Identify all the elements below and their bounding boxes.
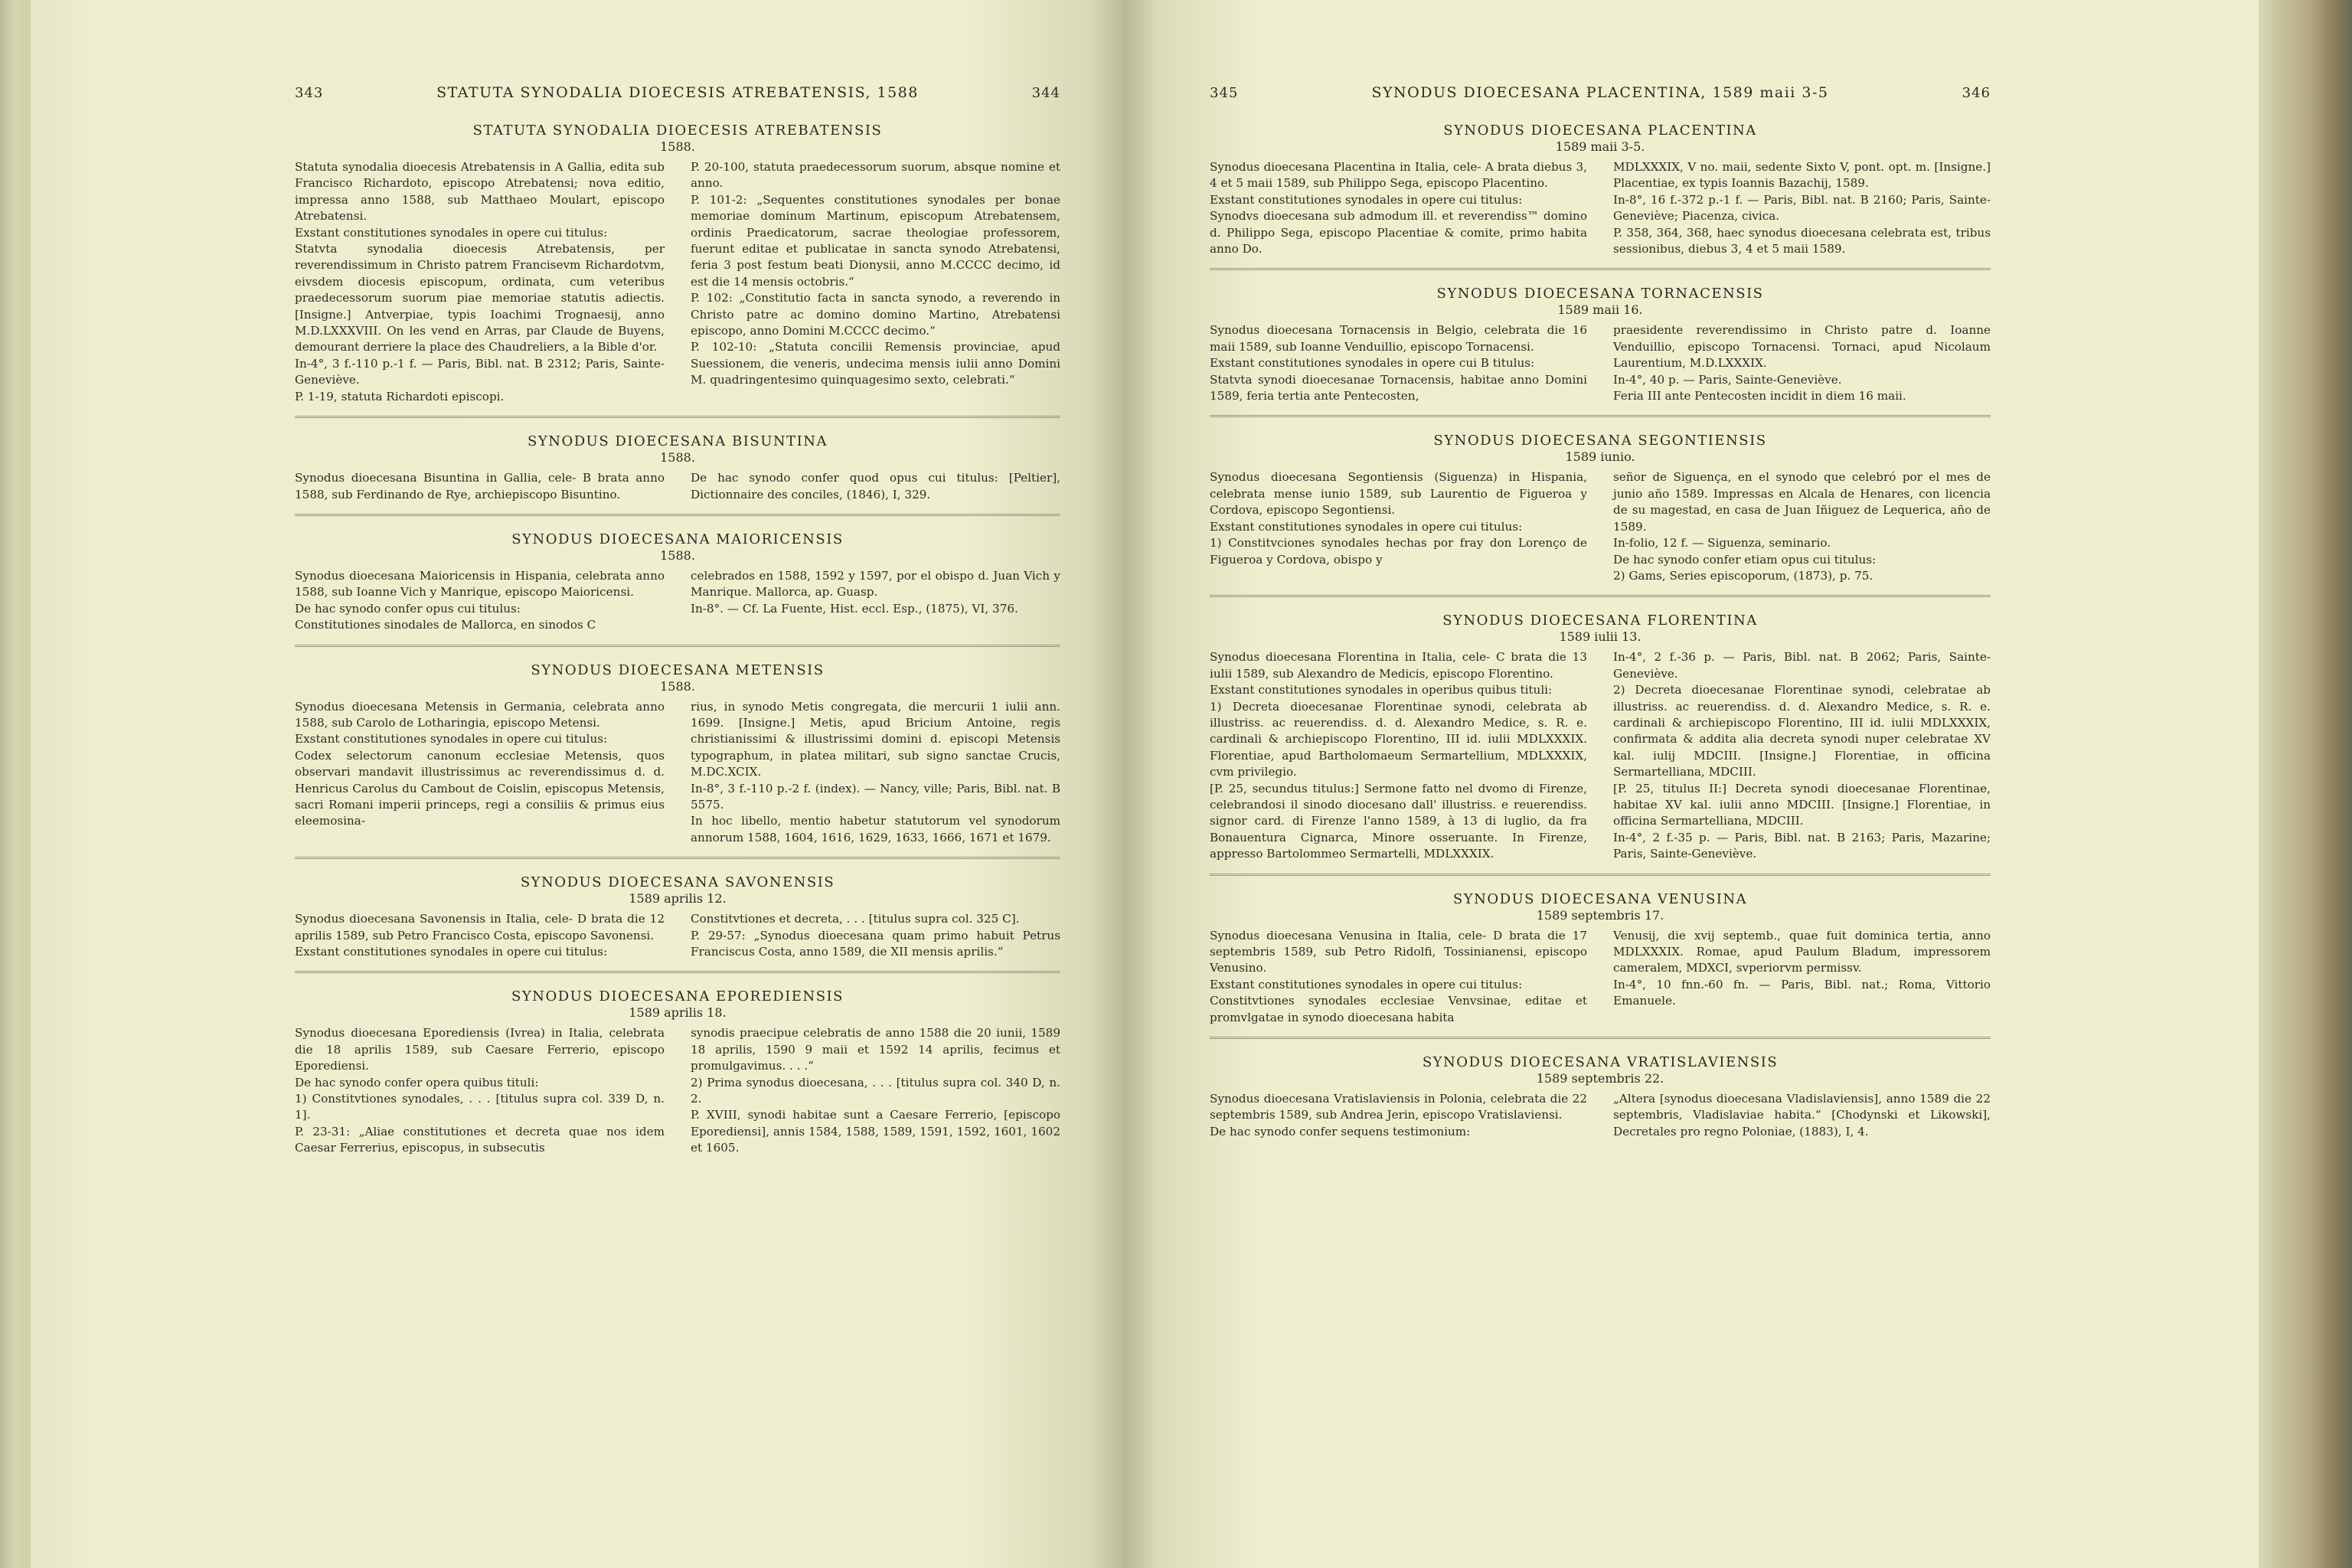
entry-section xyxy=(295,433,1060,503)
paragraph: De hac synodo confer quod opus cui titulus: [Peltier], Dictionnaire des conciles, (1846), I, 329. xyxy=(691,471,1060,501)
entry-section xyxy=(1210,433,1991,584)
section-divider xyxy=(295,857,1060,859)
paragraph: P. 20-100, statuta praedecessorum suorum, absque nomine et anno. xyxy=(691,160,1060,191)
section-date: 1589 aprilis 12. xyxy=(629,891,727,906)
paragraph: De hac synodo confer opus cui titulus: xyxy=(295,601,521,616)
paragraph: In-4°, 40 p. — Paris, Sainte-Geneviève. xyxy=(1613,372,1842,387)
running-header xyxy=(295,84,1060,101)
section-divider xyxy=(1210,415,1991,417)
paragraph: In-folio, 12 f. — Siguenza, seminario. xyxy=(1613,536,1831,550)
section-divider xyxy=(1210,268,1991,270)
entry-section xyxy=(1210,1054,1991,1140)
paragraph: In-4°, 2 f.-36 p. — Paris, Bibl. nat. B 2062; Paris, Sainte-Geneviève. xyxy=(1613,650,1991,681)
paragraph: In-8°, 3 f.-110 p.-2 f. (index). — Nancy, ville; Paris, Bibl. nat. B 5575. xyxy=(691,781,1060,812)
paragraph: [P. 25, secundus titulus:] Sermone fatto nel dvomo di Firenze, celebrandosi il sinodo diocesano dall' illustriss. e reuerendiss. signor card. di Firenze l'anno 1589, à 13 di luglio, da fra Bonauentura Cignarca, Minore osseruante. In Firenze, appresso Bartolommeo Sermartelli, MDLXXXIX. xyxy=(1210,781,1587,861)
section-divider xyxy=(1210,1037,1991,1039)
section-title: SYNODUS DIOECESANA TORNACENSIS xyxy=(1436,286,1764,302)
paragraph: Synodus dioecesana Bisuntina in Gallia, cele- B brata anno 1588, sub Ferdinando de Rye, archiepiscopo Bisuntino. xyxy=(295,471,665,501)
paragraph: P. 102: „Constitutio facta in sancta synodo, a reverendo in Christo patre ac domino domino Martino, Atrebatensi episcopo, anno Domini M.CCCC decimo.“ xyxy=(691,291,1060,338)
entry-section xyxy=(295,531,1060,634)
paragraph: De hac synodo confer opera quibus tituli: xyxy=(295,1075,539,1089)
paragraph: [P. 25, titulus II:] Decreta synodi dioecesanae Florentinae, habitae XV kal. iulii anno MDCIII. [Insigne.] Florentiae, in officina Sermartelliana, MDCIII. xyxy=(1613,781,1991,828)
paragraph: P. XVIII, synodi habitae sunt a Caesare Ferrerio, [episcopo Eporediensi], annis 1584, 1588, 1589, 1591, 1592, 1601, 1602 et 1605. xyxy=(691,1108,1060,1155)
paragraph: celebrados en 1588, 1592 y 1597, por el obispo d. Juan Vich y Manrique. Mallorca, ap. Guasp. xyxy=(691,568,1060,599)
paragraph: Synodvs dioecesana sub admodum ill. et reverendiss™ domino d. Philippo Sega, episcopo Placentiae & comite, primo habita anno Do. xyxy=(1210,209,1587,256)
section-date: 1589 septembris 17. xyxy=(1536,907,1664,923)
entry-section xyxy=(295,122,1060,405)
section-title: SYNODUS DIOECESANA SAVONENSIS xyxy=(520,874,835,891)
page-number: 343 xyxy=(295,85,324,101)
paragraph: Statvta synodi dioecesanae Tornacensis, habitae anno Domini 1589, feria tertia ante Pentecosten, xyxy=(1210,372,1587,403)
paragraph: Feria III ante Pentecosten incidit in diem 16 maii. xyxy=(1613,389,1906,403)
section-title: SYNODUS DIOECESANA SEGONTIENSIS xyxy=(1433,433,1767,449)
column-right xyxy=(691,1025,1060,1156)
column-right xyxy=(1613,928,1991,1026)
paragraph: 1) Constitvtiones synodales, . . . [titulus supra col. 339 D, n. 1]. xyxy=(295,1092,665,1122)
column-left xyxy=(295,1025,665,1156)
section-date: 1589 maii 3-5. xyxy=(1555,139,1645,154)
running-title: STATUTA SYNODALIA DIOECESIS ATREBATENSIS, 1588 xyxy=(436,84,919,101)
paragraph: Synodus dioecesana Savonensis in Italia, cele- D brata die 12 aprilis 1589, sub Petro Francisco Costa, episcopo Savonensi. xyxy=(295,912,665,942)
paragraph: Exstant constitutiones synodales in opere cui titulus: xyxy=(295,945,608,959)
section-date: 1588. xyxy=(660,139,695,154)
column-left xyxy=(295,470,665,503)
paragraph: Exstant constitutiones synodales in opere cui titulus: xyxy=(1210,519,1523,534)
paragraph: In hoc libello, mentio habetur statutorum vel synodorum annorum 1588, 1604, 1616, 1629, 1633, 1666, 1671 et 1679. xyxy=(691,814,1060,844)
paragraph: P. 101-2: „Sequentes constitutiones synodales per bonae memoriae dominum Martinum, episcopum Atrebatensem, ordinis Praedicatorum, sacrae theologiae professorem, fuerunt editae et publicatae in sancta synodo Atrebatensi, feria 3 post festum beati Dionysii, anno M.CCCC decimo, id est die 14 mensis octobris.“ xyxy=(691,192,1060,289)
section-divider xyxy=(295,416,1060,418)
column-right xyxy=(691,699,1060,847)
paragraph: Synodus dioecesana Eporediensis (Ivrea) in Italia, celebrata die 18 aprilis 1589, sub Caesare Ferrerio, episcopo Eporediensi. xyxy=(295,1026,665,1073)
section-title: SYNODUS DIOECESANA VRATISLAVIENSIS xyxy=(1422,1054,1779,1071)
left-page xyxy=(31,0,1125,1568)
paragraph: 1) Decreta dioecesanae Florentinae synodi, celebrata ab illustriss. ac reuerendiss. d. d. Alexandro Medice, s. R. e. cardinali & archiepiscopo Florentino, III id. iulii MDLXXXIX. Florentiae, apud Bartholomaeum Sermartellium, MDLXXXIX, cvm privilegio. xyxy=(1210,699,1587,779)
entry-section xyxy=(295,988,1060,1156)
column-left xyxy=(295,568,665,634)
section-date: 1589 maii 16. xyxy=(1557,302,1643,318)
paragraph: De hac synodo confer etiam opus cui titulus: xyxy=(1613,552,1877,567)
paragraph: P. 23-31: „Aliae constitutiones et decreta quae nos idem Caesar Ferrerius, episcopus, in subsecutis xyxy=(295,1124,665,1155)
paragraph: praesidente reverendissimo in Christo patre d. Ioanne Venduillio, episcopo Tornacensi. Tornaci, apud Nicolaum Laurentium, M.D.LXXXIX. xyxy=(1613,323,1991,371)
paragraph: Exstant constitutiones synodales in opere cui B titulus: xyxy=(1210,356,1535,371)
section-title: SYNODUS DIOECESANA METENSIS xyxy=(531,662,825,678)
paragraph: Constitvtiones synodales ecclesiae Venvsinae, editae et promvlgatae in synodo dioecesana habita xyxy=(1210,994,1587,1024)
column-right xyxy=(691,568,1060,634)
column-right xyxy=(1613,1091,1991,1140)
paragraph: In-8°. — Cf. La Fuente, Hist. eccl. Esp., (1875), VI, 376. xyxy=(691,601,1018,616)
page-number: 345 xyxy=(1210,85,1239,101)
section-title: SYNODUS DIOECESANA VENUSINA xyxy=(1452,890,1748,907)
section-title: SYNODUS DIOECESANA MAIORICENSIS xyxy=(511,531,844,547)
paragraph: Synodus dioecesana Segontiensis (Siguenza) in Hispania, celebrata mense iunio 1589, sub Laurentio de Figueroa y Cordova, episcopo Segontiensi. xyxy=(1210,470,1587,518)
paragraph: rius, in synodo Metis congregata, die mercurii 1 iulii ann. 1699. [Insigne.] Metis, apud Bricium Antoine, regis christianissimi & illustrissimi domini d. episcopi Metensis typographum, in platea militari, sub signo sanctae Crucis, M.DC.XCIX. xyxy=(691,699,1060,779)
paragraph: Exstant constitutiones synodales in opere cui titulus: xyxy=(1210,192,1523,207)
paragraph: 2) Decreta dioecesanae Florentinae synodi, celebratae ab illustriss. ac reuerendiss. d. d. Alexandro Medice, s. R. e. cardinali & archiepiscopo Florentino, III id. iulii MDLXXXIX, confirmata & addita alia decreta synodi nuper celebratae XV kal. iulij MDCIII. [Insigne.] Florentiae, in officina Sermartelliana, MDCIII. xyxy=(1613,683,1991,779)
section-date: 1588. xyxy=(660,678,695,694)
paragraph: Synodus dioecesana Placentina in Italia, cele- A brata diebus 3, 4 et 5 maii 1589, sub Philippo Sega, episcopo Placentino. xyxy=(1210,160,1587,191)
section-date: 1589 iunio. xyxy=(1565,449,1635,465)
paragraph: MDLXXXIX, V no. maii, sedente Sixto V, pont. opt. m. [Insigne.] Placentiae, ex typis Ioannis Bazachij, 1589. xyxy=(1613,160,1991,191)
paragraph: De hac synodo confer sequens testimonium: xyxy=(1210,1124,1471,1138)
page-number: 346 xyxy=(1962,85,1991,101)
paragraph: Exstant constitutiones synodales in opere cui titulus: xyxy=(295,225,608,240)
section-date: 1588. xyxy=(660,547,695,563)
column-right xyxy=(1613,469,1991,584)
right-page-edge xyxy=(2259,0,2352,1568)
section-date: 1588. xyxy=(660,450,695,466)
paragraph: Synodus dioecesana Tornacensis in Belgio, celebrata die 16 maii 1589, sub Ioanne Venduillio, episcopo Tornacensi. xyxy=(1210,323,1587,354)
column-right xyxy=(691,470,1060,503)
section-title: SYNODUS DIOECESANA PLACENTINA xyxy=(1443,122,1757,139)
section-divider xyxy=(295,645,1060,647)
paragraph: Exstant constitutiones synodales in opere cui titulus: xyxy=(1210,977,1523,991)
paragraph: Synodus dioecesana Metensis in Germania, celebrata anno 1588, sub Carolo de Lotharingia, episcopo Metensi. xyxy=(295,699,665,730)
running-title: SYNODUS DIOECESANA PLACENTINA, 1589 maii 3-5 xyxy=(1371,84,1829,101)
paragraph: P. 1-19, statuta Richardoti episcopi. xyxy=(295,389,505,403)
page-number: 344 xyxy=(1031,85,1060,101)
entry-section xyxy=(1210,122,1991,257)
column-right xyxy=(691,159,1060,405)
section-date: 1589 septembris 22. xyxy=(1536,1071,1664,1086)
paragraph: P. 29-57: „Synodus dioecesana quam primo habuit Petrus Franciscus Costa, anno 1589, die XII mensis aprilis.“ xyxy=(691,928,1060,959)
entry-section xyxy=(295,874,1060,960)
section-title: SYNODUS DIOECESANA FLORENTINA xyxy=(1442,612,1758,629)
paragraph: P. 358, 364, 368, haec synodus dioecesana celebrata est, tribus sessionibus, diebus 3, 4 et 5 maii 1589. xyxy=(1613,225,1991,256)
column-left xyxy=(1210,322,1587,404)
paragraph: Synodus dioecesana Vratislaviensis in Polonia, celebrata die 22 septembris 1589, sub Andrea Jerin, episcopo Vratislaviensi. xyxy=(1210,1092,1587,1122)
column-left xyxy=(1210,928,1587,1026)
section-divider xyxy=(295,971,1060,973)
section-date: 1589 aprilis 18. xyxy=(629,1005,727,1021)
section-title: SYNODUS DIOECESANA EPOREDIENSIS xyxy=(511,988,844,1005)
entry-section xyxy=(295,662,1060,847)
section-divider xyxy=(1210,595,1991,597)
section-divider xyxy=(295,514,1060,516)
column-left xyxy=(295,699,665,847)
column-right xyxy=(691,911,1060,960)
paragraph: In-8°, 16 f.-372 p.-1 f. — Paris, Bibl. nat. B 2160; Paris, Sainte-Geneviève; Piacenza, civica. xyxy=(1613,192,1991,224)
column-left xyxy=(1210,1091,1587,1140)
column-left xyxy=(295,159,665,405)
left-page-edge xyxy=(0,0,31,1568)
paragraph: 2) Gams, Series episcoporum, (1873), p. 75. xyxy=(1613,568,1873,583)
paragraph: Synodus dioecesana Maioricensis in Hispania, celebrata anno 1588, sub Ioanne Vich y Manrique, episcopo Maioricensi. xyxy=(295,568,665,599)
paragraph: „Altera [synodus dioecesana Vladislaviensis], anno 1589 die 22 septembris, Vladislaviae habita.“ [Chodynski et Likowski], Decretales pro regno Poloniae, (1883), I, 4. xyxy=(1613,1092,1991,1138)
paragraph: Venusij, die xvij septemb., quae fuit dominica tertia, anno MDLXXXIX. Romae, apud Paulum Bladum, impressorem cameralem, MDXCI, svperiorvm permissv. xyxy=(1613,928,1991,975)
column-right xyxy=(1613,649,1991,862)
section-title: SYNODUS DIOECESANA BISUNTINA xyxy=(528,433,828,450)
column-left xyxy=(295,911,665,960)
entry-section xyxy=(1210,891,1991,1026)
column-right xyxy=(1613,322,1991,404)
paragraph: señor de Siguença, en el synodo que celebró por el mes de junio año 1589. Impressas en Alcala de Henares, con licencia de su magestad, en casa de Juan Iñiguez de Lequerica, año de 1589. xyxy=(1613,470,1991,534)
column-right xyxy=(1613,159,1991,257)
paragraph: Statvta synodalia dioecesis Atrebatensis, per reverendissimum in Christo patrem Francisevm Richardotvm, eivsdem diocesis episcopum, ordinata, cum veteribus praedecessorum suorum piae memoriae statutis adiectis. [Insigne.] Antverpiae, typis Ioachimi Trognaesij, anno M.D.LXXXVIII. On les vend en Arras, par Claude de Buyens, demourant derriere la place des Chaudreliers, a la Bible d'or. xyxy=(295,242,665,354)
column-left xyxy=(1210,469,1587,584)
column-left xyxy=(1210,649,1587,862)
paragraph: synodis praecipue celebratis de anno 1588 die 20 iunii, 1589 18 aprilis, 1590 9 maii et 1592 14 aprilis, fecimus et promulgavimus. . . .“ xyxy=(691,1026,1060,1073)
section-title: STATUTA SYNODALIA DIOECESIS ATREBATENSIS xyxy=(472,122,883,139)
paragraph: In-4°, 3 f.-110 p.-1 f. — Paris, Bibl. nat. B 2312; Paris, Sainte-Geneviève. xyxy=(295,356,665,387)
entry-section xyxy=(1210,286,1991,404)
running-header xyxy=(1210,84,1991,101)
paragraph: Constitvtiones et decreta, . . . [titulus supra col. 325 C]. xyxy=(691,912,1020,926)
paragraph: Synodus dioecesana Venusina in Italia, cele- D brata die 17 septembris 1589, sub Petro Ridolfi, Tossinianensi, episcopo Venusino. xyxy=(1210,928,1587,975)
paragraph: Statuta synodalia dioecesis Atrebatensis in A Gallia, edita sub Francisco Richardoto, episcopo Atrebatensi; nova editio, impressa anno 1588, sub Matthaeo Moulart, episcopo Atrebatensi. xyxy=(295,160,665,224)
paragraph: P. 102-10: „Statuta concilii Remensis provinciae, apud Suessionem, die veneris, undecima mensis iulii anno Domini M. quadringentesimo quinquagesimo sexto, celebrati.“ xyxy=(691,340,1060,387)
paragraph: 1) Constitvciones synodales hechas por fray don Lorenço de Figueroa y Cordova, obispo y xyxy=(1210,536,1587,567)
entry-section xyxy=(1210,612,1991,862)
right-page xyxy=(1125,0,2259,1568)
paragraph: In-4°, 2 f.-35 p. — Paris, Bibl. nat. B 2163; Paris, Mazarine; Paris, Sainte-Geneviève. xyxy=(1613,830,1991,861)
column-left xyxy=(1210,159,1587,257)
paragraph: Constitutiones sinodales de Mallorca, en sinodos C xyxy=(295,618,596,632)
paragraph: 2) Prima synodus dioecesana, . . . [titulus supra col. 340 D, n. 2. xyxy=(691,1075,1060,1106)
paragraph: Codex selectorum canonum ecclesiae Metensis, quos observari mandavit illustrissimus ac reverendissimus d. d. Henricus Carolus du Cambout de Coislin, episcopus Metensis, sacri Romani imperii princeps, regi a consiliis & primus eius eleemosina- xyxy=(295,748,665,828)
paragraph: In-4°, 10 fnn.-60 fn. — Paris, Bibl. nat.; Roma, Vittorio Emanuele. xyxy=(1613,977,1991,1008)
section-divider xyxy=(1210,874,1991,876)
paragraph: Exstant constitutiones synodales in operibus quibus tituli: xyxy=(1210,683,1553,697)
paragraph: Synodus dioecesana Florentina in Italia, cele- C brata die 13 iulii 1589, sub Alexandro de Medicis, episcopo Florentino. xyxy=(1210,650,1587,681)
section-date: 1589 iulii 13. xyxy=(1559,629,1642,645)
paragraph: Exstant constitutiones synodales in opere cui titulus: xyxy=(295,732,608,746)
